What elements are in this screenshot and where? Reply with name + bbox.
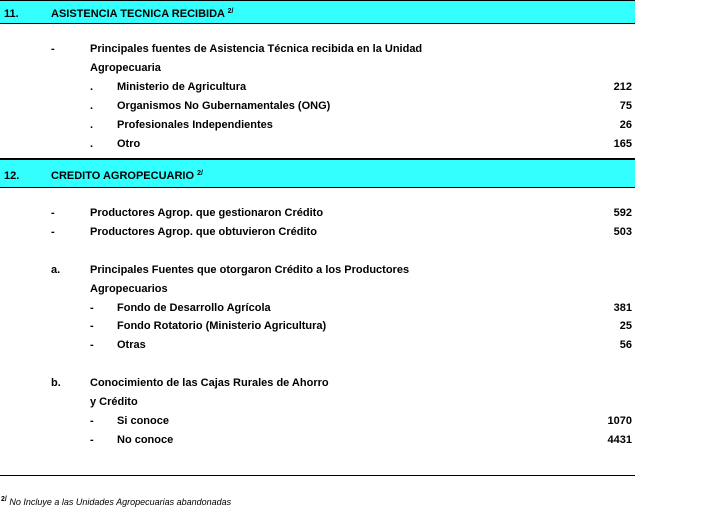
s12a-row-bullet: - <box>90 320 94 332</box>
s12a-row-label: Otras <box>117 339 146 351</box>
s11-row-bullet: . <box>90 119 94 131</box>
s12-summary-label: Productores Agrop. que gestionaron Crédito <box>90 207 324 219</box>
s12a-row-label: Fondo de Desarrollo Agrícola <box>117 302 271 314</box>
s11-row-bullet: . <box>90 138 94 150</box>
section-11-number: 11. <box>4 8 19 20</box>
s12b-row-bullet: - <box>90 434 94 446</box>
s12-summary-label: Productores Agrop. que obtuvieron Crédito <box>90 226 317 238</box>
s12b-row-value: 4431 <box>607 434 632 446</box>
s11-item-label-line2: Agropecuaria <box>90 62 161 74</box>
s11-item-label-line1: Principales fuentes de Asistencia Técnica recibida en la Unidad <box>90 43 423 55</box>
s12a-label-line1: Principales Fuentes que otorgaron Crédito a los Productores <box>90 264 410 276</box>
s12a-row-value: 56 <box>619 339 632 351</box>
s12a-row-bullet: - <box>90 339 94 351</box>
section-12-number: 12. <box>4 170 20 182</box>
s12b-marker: b. <box>51 377 61 389</box>
s12b-label-line1: Conocimiento de las Cajas Rurales de Ahorro <box>90 377 329 389</box>
s12a-label-line2: Agropecuarios <box>90 283 168 295</box>
s12b-row-label: No conoce <box>117 434 174 446</box>
bottom-divider <box>0 475 635 476</box>
s11-row-value: 212 <box>613 81 632 93</box>
section-12-title-text: CREDITO AGROPECUARIO <box>51 170 195 182</box>
s11-row-value: 26 <box>619 119 632 131</box>
s12a-row-bullet: - <box>90 302 94 314</box>
section-11-note-mark: 2/ <box>227 8 234 15</box>
s12a-row-value: 25 <box>619 320 632 332</box>
s12b-row-value: 1070 <box>607 415 632 427</box>
footnote-mark: 2/ <box>1 496 7 503</box>
s12-summary-bullet: - <box>51 226 55 238</box>
footnote-text: No Incluye a las Unidades Agropecuarias abandonadas <box>9 497 232 507</box>
s11-item-bullet: - <box>51 43 55 55</box>
section-12-title <box>51 170 203 184</box>
s11-row-value: 75 <box>619 100 632 112</box>
s12a-row-label: Fondo Rotatorio (Ministerio Agricultura) <box>117 320 327 332</box>
s12b-row-label: Si conoce <box>117 415 169 427</box>
s12a-marker: a. <box>51 264 61 276</box>
s12-summary-value: 592 <box>613 207 632 219</box>
s11-row-label: Ministerio de Agricultura <box>117 81 247 93</box>
s11-row-label: Profesionales Independientes <box>117 119 273 131</box>
s11-row-value: 165 <box>613 138 632 150</box>
s11-row-label: Organismos No Gubernamentales (ONG) <box>117 100 331 112</box>
s11-row-label: Otro <box>117 138 141 150</box>
s12b-row-bullet: - <box>90 415 94 427</box>
section-12-note-mark: 2/ <box>197 170 203 177</box>
section-11-title <box>51 8 233 22</box>
s12-summary-value: 503 <box>613 226 632 238</box>
s11-row-bullet: . <box>90 100 94 112</box>
s12a-row-value: 381 <box>613 302 632 314</box>
s12-summary-bullet: - <box>51 207 55 219</box>
s11-row-bullet: . <box>90 81 94 93</box>
s12b-label-line2: y Crédito <box>90 396 138 408</box>
section-11-title-text: ASISTENCIA TECNICA RECIBIDA <box>51 8 225 20</box>
